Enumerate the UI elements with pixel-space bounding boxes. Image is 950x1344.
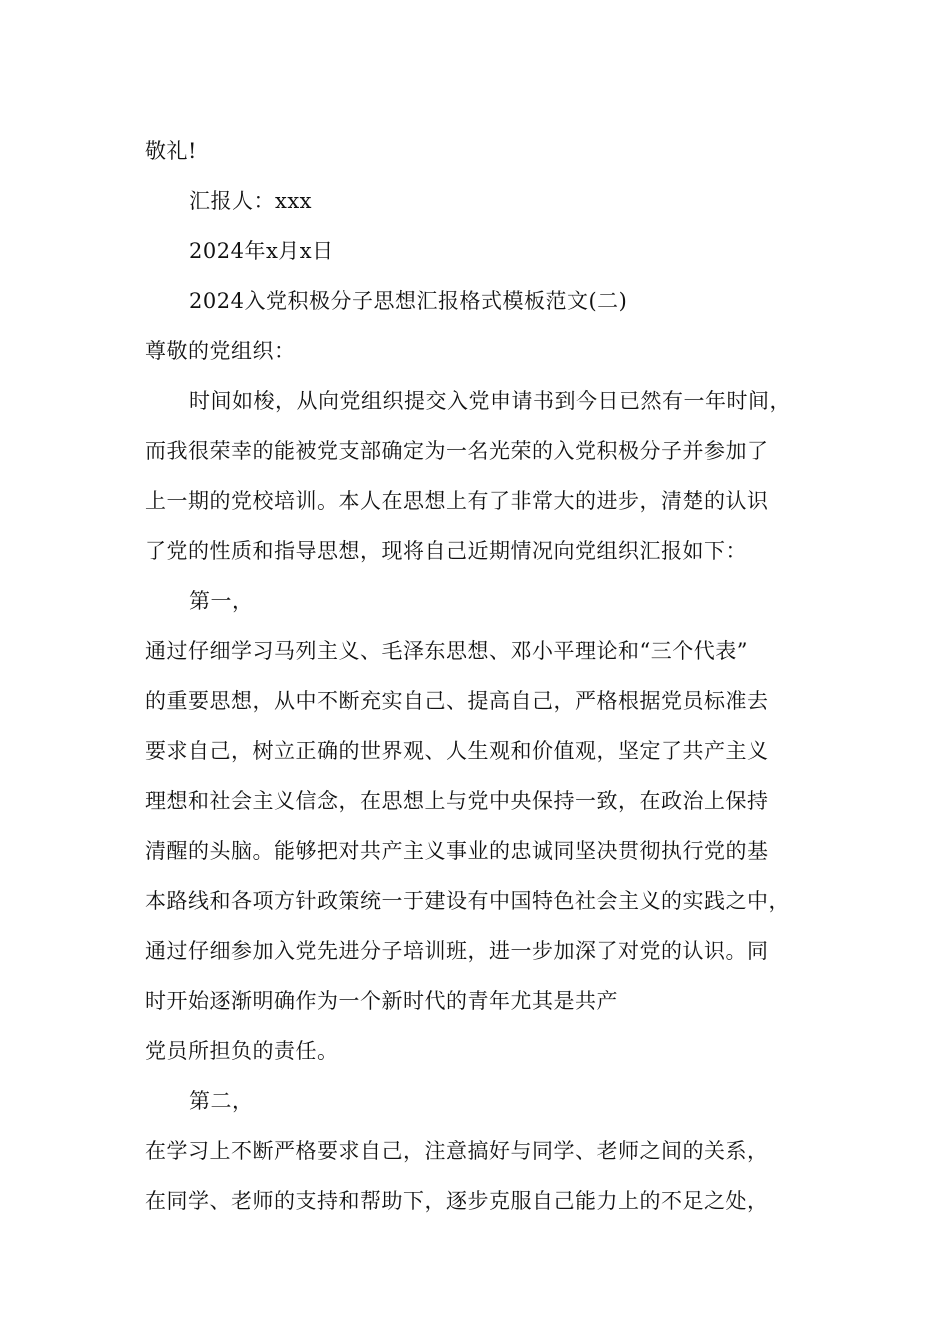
body-line: 清醒的头脑。能够把对共产主义事业的忠诚同坚决贯彻执行党的基 (145, 839, 769, 863)
body-line: 在学习上不断严格要求自己，注意搞好与同学、老师之间的关系， (145, 1139, 769, 1163)
body-line: 而我很荣幸的能被党支部确定为一名光荣的入党积极分子并参加了 (145, 439, 769, 463)
body-line: 理想和社会主义信念，在思想上与党中央保持一致，在政治上保持 (145, 789, 769, 813)
body-line: 在同学、老师的支持和帮助下，逐步克服自己能力上的不足之处， (145, 1189, 769, 1213)
body-line: 要求自己，树立正确的世界观、人生观和价值观，坚定了共产主义 (145, 739, 769, 763)
body-line: 通过仔细参加入党先进分子培训班，进一步加深了对党的认识。同 (145, 939, 769, 963)
body-line: 时开始逐渐明确作为一个新时代的青年尤其是共产 (145, 989, 618, 1013)
closing-salutation: 敬礼! (145, 139, 197, 163)
body-line: 本路线和各项方针政策统一于建设有中国特色社会主义的实践之中， (145, 889, 790, 913)
reporter-line: 汇报人：xxx (189, 189, 313, 213)
body-line: 通过仔细学习马列主义、毛泽东思想、邓小平理论和“三个代表” (145, 639, 748, 663)
body-line: 的重要思想，从中不断充实自己、提高自己，严格根据党员标准去 (145, 689, 769, 713)
salutation: 尊敬的党组织： (145, 339, 296, 363)
point-heading-second: 第二， (189, 1089, 254, 1113)
body-line: 上一期的党校培训。本人在思想上有了非常大的进步，清楚的认识 (145, 489, 769, 513)
body-line: 了党的性质和指导思想，现将自己近期情况向党组织汇报如下： (145, 539, 747, 563)
point-heading-first: 第一， (189, 589, 254, 613)
body-line: 时间如梭，从向党组织提交入党申请书到今日已然有一年时间， (189, 389, 791, 413)
section-title: 2024入党积极分子思想汇报格式模板范文(二) (189, 289, 628, 313)
date-line: 2024年x月x日 (189, 239, 334, 263)
body-line: 党员所担负的责任。 (145, 1039, 339, 1063)
